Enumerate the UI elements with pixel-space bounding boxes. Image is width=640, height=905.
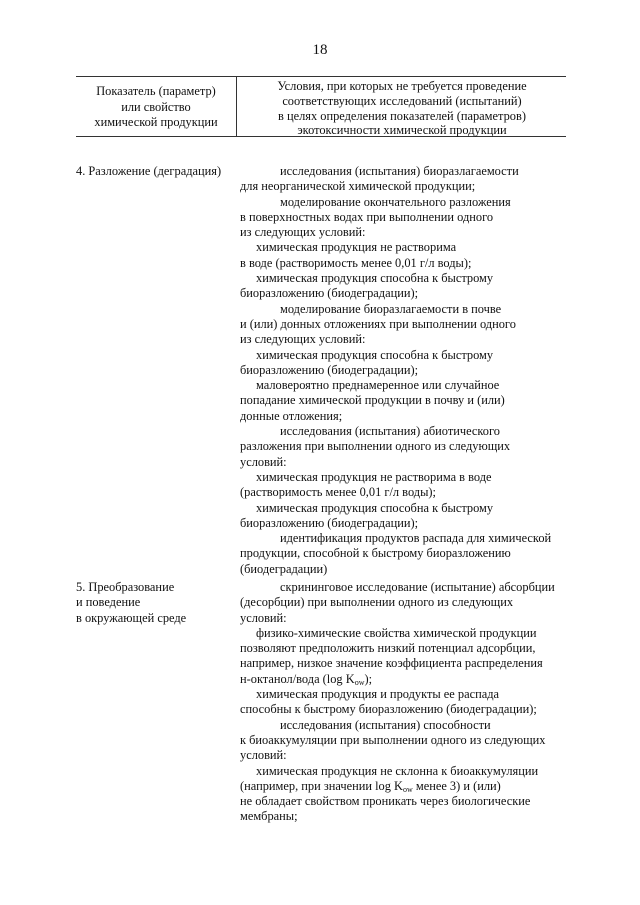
condition-text: менее 3) и (или) (412, 778, 501, 793)
condition-line (240, 672, 570, 687)
subscript-ow: ow (354, 677, 365, 687)
row-label-line: 4. Разложение (деградация) (76, 164, 222, 178)
condition-line: физико-химические свойства химической продукции (256, 625, 537, 640)
condition-line: к биоаккумуляции при выполнении одного из следующих (240, 732, 546, 747)
condition-line: способны к быстрому биоразложению (биодеградации); (240, 702, 537, 717)
header-conditions-column (238, 79, 566, 138)
page-number: 18 (312, 42, 328, 58)
header-left-line: Показатель (параметр) (96, 84, 216, 98)
condition-line: (растворимость менее 0,01 г/л воды); (240, 485, 436, 500)
condition-line: химическая продукция способна к быстрому (256, 500, 494, 515)
condition-line: исследования (испытания) абиотического (280, 424, 500, 439)
condition-line: моделирование окончательного разложения (280, 194, 511, 209)
condition-line: химическая продукция и продукты ее распада (256, 687, 500, 702)
condition-line: мембраны; (240, 809, 298, 824)
condition-line: маловероятно преднамеренное или случайное (256, 378, 500, 393)
row-label-line: 5. Преобразование (76, 580, 175, 594)
condition-line: не обладает свойством проникать через биологические (240, 794, 531, 809)
condition-line: идентификация продуктов распада для химической (280, 531, 552, 546)
condition-text: ); (364, 671, 373, 686)
condition-line: исследования (испытания) способности (280, 717, 491, 732)
condition-line: (десорбции) при выполнении одного из следующих (240, 595, 514, 610)
row-5-label (76, 580, 186, 626)
header-right-line: экотоксичности химической продукции (297, 123, 507, 138)
condition-line: позволяют предположить низкий потенциал адсорбции, (240, 641, 536, 656)
condition-line: химическая продукция не растворима (256, 240, 457, 255)
condition-line: в воде (растворимость менее 0,01 г/л воды); (240, 255, 472, 270)
condition-text: н-октанол/вода (log K (240, 671, 355, 686)
condition-line: (биодеградации) (240, 561, 328, 576)
condition-line: химическая продукция способна к быстрому (256, 271, 494, 286)
condition-line: для неорганической химической продукции; (240, 179, 476, 194)
condition-line: из следующих условий: (240, 332, 366, 347)
subscript-ow: ow (402, 784, 413, 794)
row-label-line: в окружающей среде (76, 610, 187, 625)
header-right-line: в целях определения показателей (параметров) (278, 108, 526, 123)
condition-line: и (или) донных отложениях при выполнении одного (240, 316, 516, 331)
condition-text: (например, при значении log K (240, 778, 403, 793)
condition-line: условий: (240, 454, 287, 469)
row-4-label (76, 164, 221, 179)
condition-line: химическая продукция не склонна к биоаккумуляции (256, 763, 539, 778)
condition-line: скрининговое исследование (испытание) абсорбции (280, 580, 555, 594)
row-4-conditions (240, 164, 570, 577)
header-left-line: или свойство (121, 99, 191, 114)
row-5-conditions (240, 580, 570, 825)
header-parameter-column (76, 84, 236, 131)
header-left-line: химической продукции (94, 115, 218, 129)
condition-line: условий: (240, 748, 287, 763)
condition-line: в поверхностных водах при выполнении одного (240, 209, 494, 224)
header-column-divider (236, 76, 237, 136)
condition-line: условий: (240, 610, 287, 625)
condition-line: биоразложению (биодеградации); (240, 515, 419, 530)
header-right-line: Условия, при которых не требуется проведение (277, 79, 527, 93)
condition-line: химическая продукция не растворима в воде (256, 469, 492, 484)
condition-line: биоразложению (биодеградации); (240, 362, 419, 377)
condition-line: например, низкое значение коэффициента распределения (240, 656, 543, 671)
condition-line: донные отложения; (240, 408, 343, 423)
condition-line: биоразложению (биодеградации); (240, 286, 419, 301)
condition-line (240, 779, 570, 794)
condition-line: из следующих условий: (240, 225, 366, 240)
condition-line: химическая продукция способна к быстрому (256, 347, 494, 362)
condition-line: разложения при выполнении одного из следующих (240, 439, 511, 454)
condition-line: попадание химической продукции в почву и (или) (240, 393, 505, 408)
condition-line: исследования (испытания) биоразлагаемости (280, 164, 519, 178)
row-label-line: и поведение (76, 595, 141, 610)
condition-line: моделирование биоразлагаемости в почве (280, 301, 502, 316)
table-top-rule (76, 76, 566, 77)
condition-line: продукции, способной к быстрому биоразложению (240, 546, 511, 561)
header-right-line: соответствующих исследований (испытаний) (282, 93, 522, 108)
